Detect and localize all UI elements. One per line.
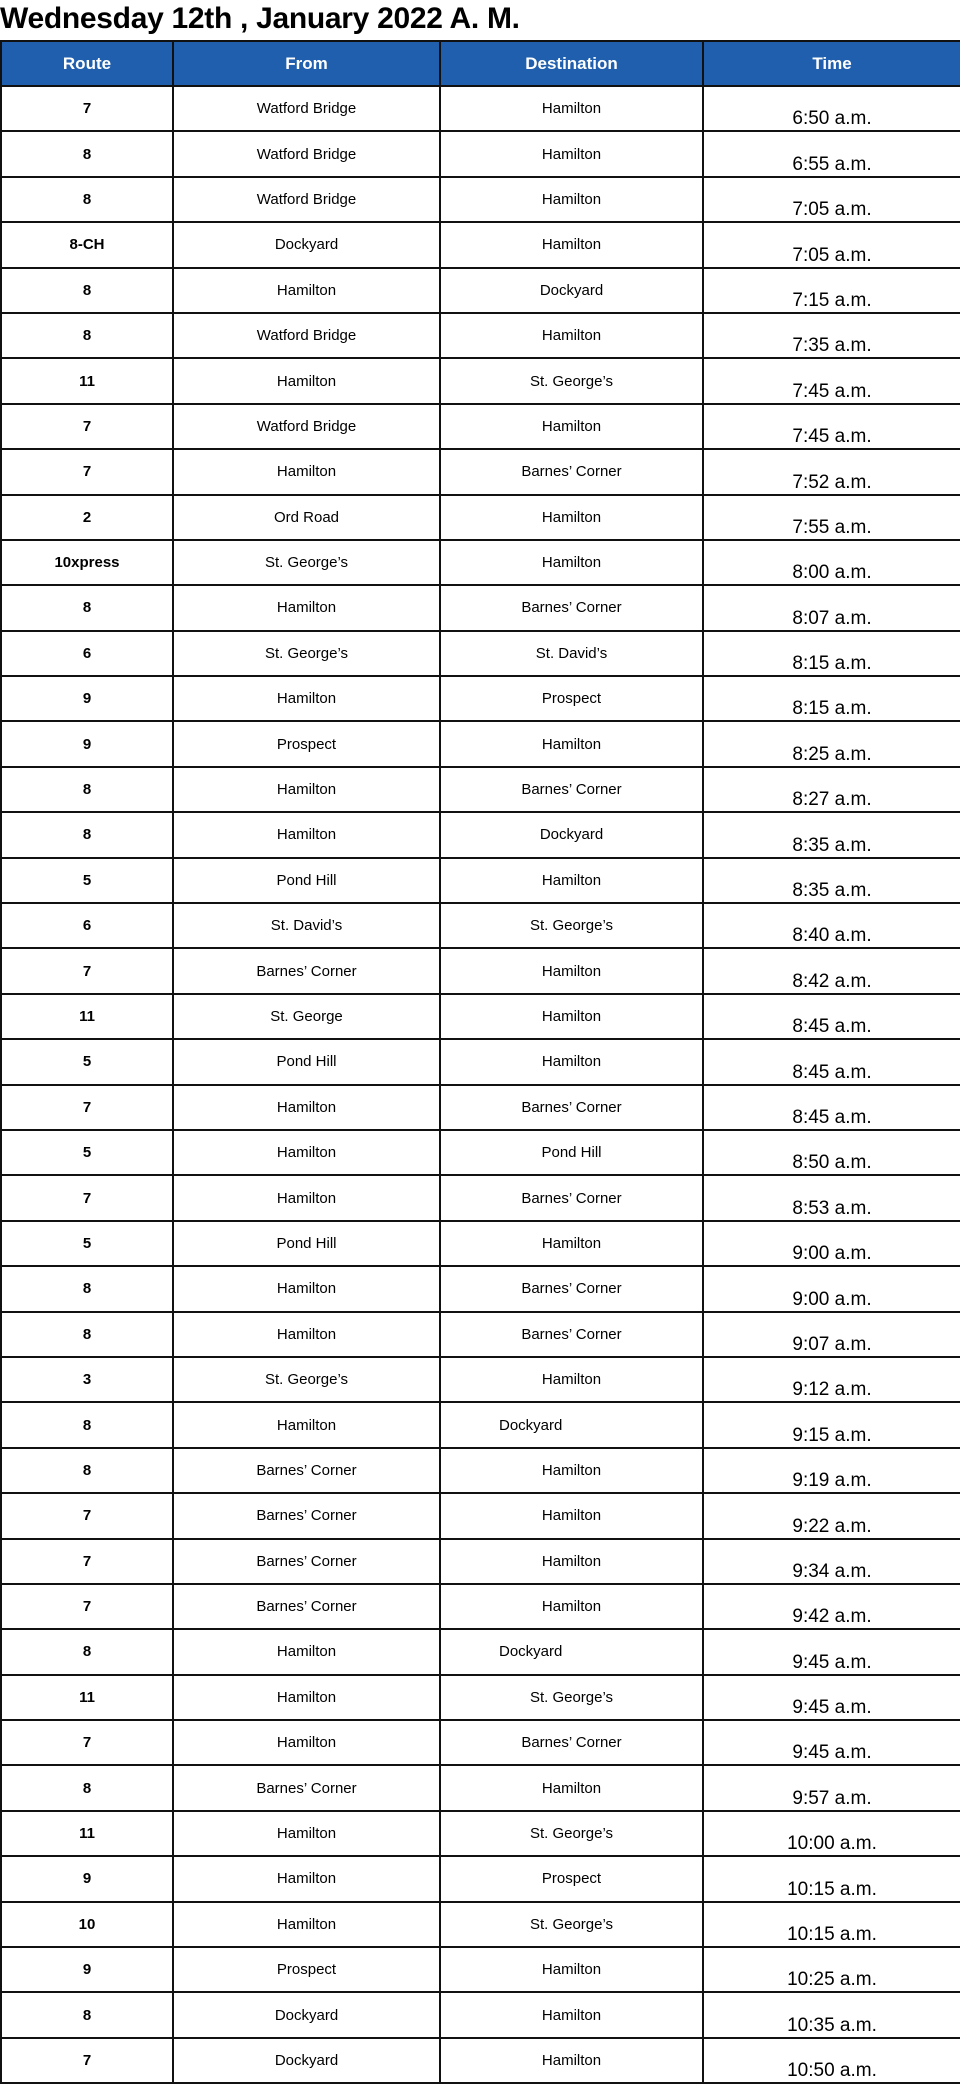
route-cell: 8	[1, 1266, 173, 1311]
time-cell: 8:35 a.m.	[703, 812, 960, 857]
destination-cell: Barnes’ Corner	[440, 1720, 703, 1765]
route-cell: 8	[1, 585, 173, 630]
time-cell: 8:53 a.m.	[703, 1175, 960, 1220]
table-row	[1, 1130, 960, 1175]
route-cell: 7	[1, 1720, 173, 1765]
table-row	[1, 903, 960, 948]
route-cell: 5	[1, 1039, 173, 1084]
table-row	[1, 1312, 960, 1357]
from-cell: Barnes’ Corner	[173, 1584, 440, 1629]
table-row	[1, 676, 960, 721]
route-cell: 7	[1, 449, 173, 494]
destination-cell: Hamilton	[440, 1221, 703, 1266]
destination-cell: Dockyard	[440, 268, 703, 313]
route-cell: 8	[1, 1312, 173, 1357]
table-row	[1, 721, 960, 766]
table-row	[1, 1175, 960, 1220]
time-cell: 7:35 a.m.	[703, 313, 960, 358]
destination-cell: Hamilton	[440, 721, 703, 766]
route-cell: 9	[1, 1856, 173, 1901]
destination-cell: St. George’s	[440, 1902, 703, 1947]
route-cell: 10xpress	[1, 540, 173, 585]
route-cell: 7	[1, 404, 173, 449]
route-cell: 8	[1, 268, 173, 313]
from-cell: Barnes’ Corner	[173, 1448, 440, 1493]
from-cell: Hamilton	[173, 1130, 440, 1175]
time-cell: 6:55 a.m.	[703, 131, 960, 176]
route-cell: 7	[1, 1085, 173, 1130]
from-cell: Dockyard	[173, 1992, 440, 2037]
destination-cell: Dockyard	[440, 1402, 703, 1447]
route-cell: 8-CH	[1, 222, 173, 267]
destination-cell: Dockyard	[440, 1629, 703, 1674]
destination-cell: Pond Hill	[440, 1130, 703, 1175]
table-row	[1, 1402, 960, 1447]
route-cell: 5	[1, 858, 173, 903]
destination-cell: Barnes’ Corner	[440, 1312, 703, 1357]
destination-cell: Hamilton	[440, 1947, 703, 1992]
route-cell: 8	[1, 1629, 173, 1674]
from-cell: Barnes’ Corner	[173, 1539, 440, 1584]
destination-cell: Hamilton	[440, 2038, 703, 2083]
table-row	[1, 1221, 960, 1266]
route-cell: 7	[1, 86, 173, 131]
time-cell: 6:50 a.m.	[703, 86, 960, 131]
from-cell: Pond Hill	[173, 1221, 440, 1266]
time-cell: 9:45 a.m.	[703, 1675, 960, 1720]
table-body	[1, 86, 960, 2083]
route-cell: 11	[1, 1811, 173, 1856]
route-cell: 2	[1, 495, 173, 540]
time-cell: 7:05 a.m.	[703, 177, 960, 222]
route-cell: 7	[1, 1175, 173, 1220]
from-cell: Hamilton	[173, 1856, 440, 1901]
destination-cell: Hamilton	[440, 86, 703, 131]
route-cell: 10	[1, 1902, 173, 1947]
table-row	[1, 1448, 960, 1493]
route-cell: 7	[1, 2038, 173, 2083]
table-row	[1, 1039, 960, 1084]
route-cell: 3	[1, 1357, 173, 1402]
time-cell: 9:22 a.m.	[703, 1493, 960, 1538]
time-cell: 7:52 a.m.	[703, 449, 960, 494]
table-row	[1, 1902, 960, 1947]
time-cell: 8:45 a.m.	[703, 1085, 960, 1130]
time-cell: 9:45 a.m.	[703, 1720, 960, 1765]
from-cell: Hamilton	[173, 1085, 440, 1130]
destination-cell: Barnes’ Corner	[440, 1085, 703, 1130]
time-cell: 8:00 a.m.	[703, 540, 960, 585]
destination-cell: Hamilton	[440, 540, 703, 585]
destination-cell: Hamilton	[440, 994, 703, 1039]
table-row	[1, 313, 960, 358]
from-cell: Hamilton	[173, 1720, 440, 1765]
route-cell: 11	[1, 1675, 173, 1720]
table-row	[1, 131, 960, 176]
time-cell: 9:42 a.m.	[703, 1584, 960, 1629]
from-cell: Hamilton	[173, 812, 440, 857]
from-cell: Hamilton	[173, 1902, 440, 1947]
route-cell: 7	[1, 948, 173, 993]
from-cell: Prospect	[173, 1947, 440, 1992]
destination-cell: Prospect	[440, 1856, 703, 1901]
from-cell: Pond Hill	[173, 858, 440, 903]
table-row	[1, 449, 960, 494]
time-cell: 8:35 a.m.	[703, 858, 960, 903]
time-cell: 8:42 a.m.	[703, 948, 960, 993]
destination-cell: Barnes’ Corner	[440, 767, 703, 812]
from-cell: Hamilton	[173, 268, 440, 313]
destination-cell: Hamilton	[440, 1448, 703, 1493]
from-cell: Ord Road	[173, 495, 440, 540]
destination-cell: St. George’s	[440, 1811, 703, 1856]
table-row	[1, 358, 960, 403]
time-cell: 9:45 a.m.	[703, 1629, 960, 1674]
time-cell: 9:07 a.m.	[703, 1312, 960, 1357]
time-cell: 9:34 a.m.	[703, 1539, 960, 1584]
time-cell: 7:15 a.m.	[703, 268, 960, 313]
table-row	[1, 1765, 960, 1810]
table-row	[1, 1085, 960, 1130]
table-row	[1, 994, 960, 1039]
table-row	[1, 1357, 960, 1402]
table-row	[1, 948, 960, 993]
table-row	[1, 1947, 960, 1992]
time-cell: 10:25 a.m.	[703, 1947, 960, 1992]
from-cell: Watford Bridge	[173, 313, 440, 358]
time-cell: 9:12 a.m.	[703, 1357, 960, 1402]
from-cell: Hamilton	[173, 1312, 440, 1357]
table-row	[1, 812, 960, 857]
destination-cell: Hamilton	[440, 495, 703, 540]
from-cell: Barnes’ Corner	[173, 1765, 440, 1810]
from-cell: St. George’s	[173, 540, 440, 585]
time-cell: 8:50 a.m.	[703, 1130, 960, 1175]
from-cell: Hamilton	[173, 1266, 440, 1311]
from-cell: Hamilton	[173, 358, 440, 403]
time-cell: 8:15 a.m.	[703, 631, 960, 676]
from-cell: Watford Bridge	[173, 404, 440, 449]
destination-cell: Hamilton	[440, 1584, 703, 1629]
destination-cell: Hamilton	[440, 948, 703, 993]
table-row	[1, 1856, 960, 1901]
destination-cell: Barnes’ Corner	[440, 1266, 703, 1311]
time-cell: 9:00 a.m.	[703, 1266, 960, 1311]
bus-schedule-table	[0, 40, 960, 2084]
route-cell: 11	[1, 994, 173, 1039]
destination-cell: Hamilton	[440, 1539, 703, 1584]
page-title: Wednesday 12th , January 2022 A. M.	[0, 2, 520, 35]
destination-cell: Hamilton	[440, 1357, 703, 1402]
time-cell: 9:19 a.m.	[703, 1448, 960, 1493]
from-cell: Hamilton	[173, 1175, 440, 1220]
time-cell: 10:15 a.m.	[703, 1856, 960, 1901]
time-cell: 8:40 a.m.	[703, 903, 960, 948]
route-cell: 7	[1, 1493, 173, 1538]
from-cell: Hamilton	[173, 585, 440, 630]
destination-cell: St. George’s	[440, 358, 703, 403]
route-cell: 9	[1, 721, 173, 766]
from-cell: Hamilton	[173, 1402, 440, 1447]
from-cell: Dockyard	[173, 222, 440, 267]
table-row	[1, 1584, 960, 1629]
destination-cell: Hamilton	[440, 1992, 703, 2037]
time-cell: 8:27 a.m.	[703, 767, 960, 812]
from-cell: Pond Hill	[173, 1039, 440, 1084]
destination-cell: Hamilton	[440, 313, 703, 358]
time-cell: 8:07 a.m.	[703, 585, 960, 630]
destination-cell: Barnes’ Corner	[440, 585, 703, 630]
table-row	[1, 177, 960, 222]
from-cell: Hamilton	[173, 1811, 440, 1856]
destination-cell: Barnes’ Corner	[440, 449, 703, 494]
route-cell: 8	[1, 1992, 173, 2037]
table-row	[1, 2038, 960, 2083]
table-row	[1, 495, 960, 540]
route-cell: 6	[1, 903, 173, 948]
table-row	[1, 1493, 960, 1538]
route-cell: 5	[1, 1130, 173, 1175]
destination-cell: Hamilton	[440, 1765, 703, 1810]
table-row	[1, 858, 960, 903]
time-cell: 8:45 a.m.	[703, 994, 960, 1039]
route-cell: 8	[1, 313, 173, 358]
from-cell: Watford Bridge	[173, 131, 440, 176]
time-cell: 7:45 a.m.	[703, 358, 960, 403]
table-row	[1, 1811, 960, 1856]
table-row	[1, 1629, 960, 1674]
destination-cell: Hamilton	[440, 404, 703, 449]
time-cell: 7:55 a.m.	[703, 495, 960, 540]
time-cell: 8:15 a.m.	[703, 676, 960, 721]
table-row	[1, 767, 960, 812]
from-cell: St. George’s	[173, 631, 440, 676]
route-cell: 8	[1, 177, 173, 222]
route-cell: 8	[1, 1448, 173, 1493]
from-cell: St. David’s	[173, 903, 440, 948]
table-row	[1, 404, 960, 449]
destination-cell: Hamilton	[440, 1039, 703, 1084]
route-cell: 8	[1, 812, 173, 857]
destination-cell: Barnes’ Corner	[440, 1175, 703, 1220]
destination-cell: Hamilton	[440, 858, 703, 903]
column-header-route: Route	[1, 41, 173, 86]
table-row	[1, 268, 960, 313]
table-row	[1, 1720, 960, 1765]
from-cell: Hamilton	[173, 676, 440, 721]
table-row	[1, 540, 960, 585]
from-cell: St. George’s	[173, 1357, 440, 1402]
destination-cell: St. George’s	[440, 903, 703, 948]
route-cell: 9	[1, 1947, 173, 1992]
from-cell: Watford Bridge	[173, 177, 440, 222]
time-cell: 8:25 a.m.	[703, 721, 960, 766]
from-cell: St. George	[173, 994, 440, 1039]
route-cell: 6	[1, 631, 173, 676]
time-cell: 7:45 a.m.	[703, 404, 960, 449]
from-cell: Barnes’ Corner	[173, 948, 440, 993]
column-header-time: Time	[703, 41, 960, 86]
time-cell: 7:05 a.m.	[703, 222, 960, 267]
from-cell: Prospect	[173, 721, 440, 766]
from-cell: Barnes’ Corner	[173, 1493, 440, 1538]
route-cell: 5	[1, 1221, 173, 1266]
destination-cell: Prospect	[440, 676, 703, 721]
column-header-from: From	[173, 41, 440, 86]
time-cell: 10:35 a.m.	[703, 1992, 960, 2037]
from-cell: Hamilton	[173, 449, 440, 494]
destination-cell: Hamilton	[440, 177, 703, 222]
table-row	[1, 1992, 960, 2037]
route-cell: 11	[1, 358, 173, 403]
column-header-destination: Destination	[440, 41, 703, 86]
table-row	[1, 1675, 960, 1720]
from-cell: Hamilton	[173, 1675, 440, 1720]
destination-cell: Hamilton	[440, 131, 703, 176]
table-row	[1, 585, 960, 630]
time-cell: 9:57 a.m.	[703, 1765, 960, 1810]
destination-cell: St. George’s	[440, 1675, 703, 1720]
route-cell: 8	[1, 1765, 173, 1810]
route-cell: 8	[1, 767, 173, 812]
from-cell: Hamilton	[173, 767, 440, 812]
time-cell: 9:00 a.m.	[703, 1221, 960, 1266]
time-cell: 9:15 a.m.	[703, 1402, 960, 1447]
destination-cell: St. David’s	[440, 631, 703, 676]
table-row	[1, 222, 960, 267]
time-cell: 10:15 a.m.	[703, 1902, 960, 1947]
destination-cell: Hamilton	[440, 1493, 703, 1538]
route-cell: 8	[1, 131, 173, 176]
time-cell: 10:50 a.m.	[703, 2038, 960, 2083]
from-cell: Watford Bridge	[173, 86, 440, 131]
destination-cell: Hamilton	[440, 222, 703, 267]
time-cell: 8:45 a.m.	[703, 1039, 960, 1084]
from-cell: Hamilton	[173, 1629, 440, 1674]
destination-cell: Dockyard	[440, 812, 703, 857]
route-cell: 7	[1, 1539, 173, 1584]
table-row	[1, 631, 960, 676]
from-cell: Dockyard	[173, 2038, 440, 2083]
table-header-row	[1, 41, 960, 86]
table-row	[1, 86, 960, 131]
table-row	[1, 1539, 960, 1584]
route-cell: 9	[1, 676, 173, 721]
route-cell: 8	[1, 1402, 173, 1447]
route-cell: 7	[1, 1584, 173, 1629]
table-row	[1, 1266, 960, 1311]
time-cell: 10:00 a.m.	[703, 1811, 960, 1856]
